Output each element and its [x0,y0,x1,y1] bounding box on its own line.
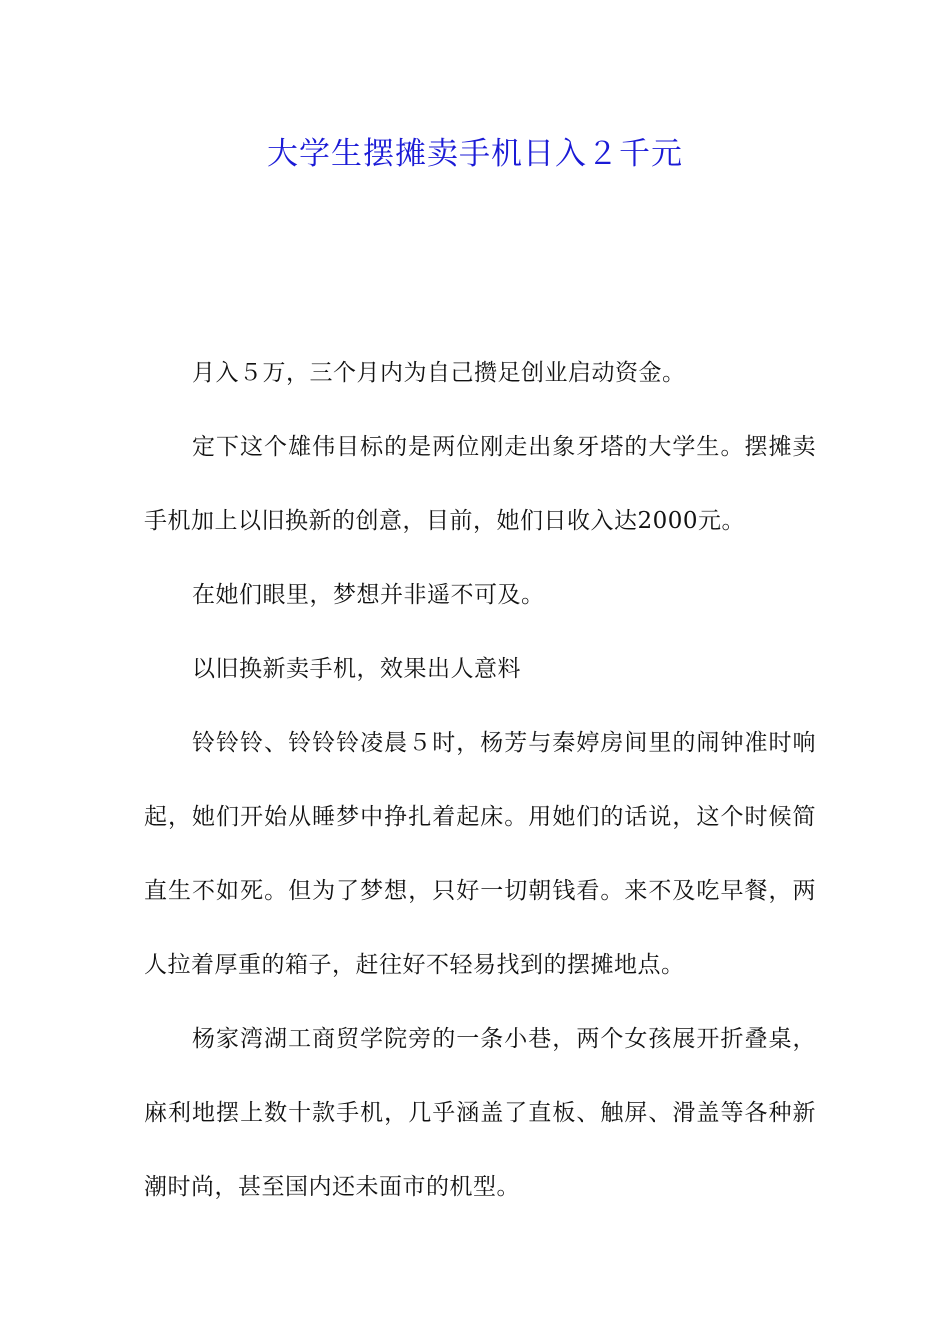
paragraph: 杨家湾湖工商贸学院旁的一条小巷，两个女孩展开折叠桌，麻利地摆上数十款手机，几乎涵盖了直板、触屏、滑盖等各种新潮时尚，甚至国内还未面市的机型。 [144,1026,816,1200]
document-body [144,336,816,1224]
paragraph: 以旧换新卖手机，效果出人意料 [192,656,521,682]
document-title: 大学生摆摊卖手机日入２千元 [267,136,683,172]
paragraph: 月入５万，三个月内为自己攒足创业启动资金。 [192,360,686,386]
paragraph: 铃铃铃、铃铃铃凌晨５时，杨芳与秦婷房间里的闹钟准时响起，她们开始从睡梦中挣扎着起床。用她们的话说，这个时候简直生不如死。但为了梦想，只好一切朝钱看。来不及吃早餐，两人拉着厚重的箱子，赶往好不轻易找到的摆摊地点。 [144,730,816,978]
paragraph: 在她们眼里，梦想并非遥不可及。 [192,582,545,608]
paragraph: 定下这个雄伟目标的是两位刚走出象牙塔的大学生。摆摊卖手机加上以旧换新的创意，目前，她们日收入达2000元。 [144,434,816,534]
